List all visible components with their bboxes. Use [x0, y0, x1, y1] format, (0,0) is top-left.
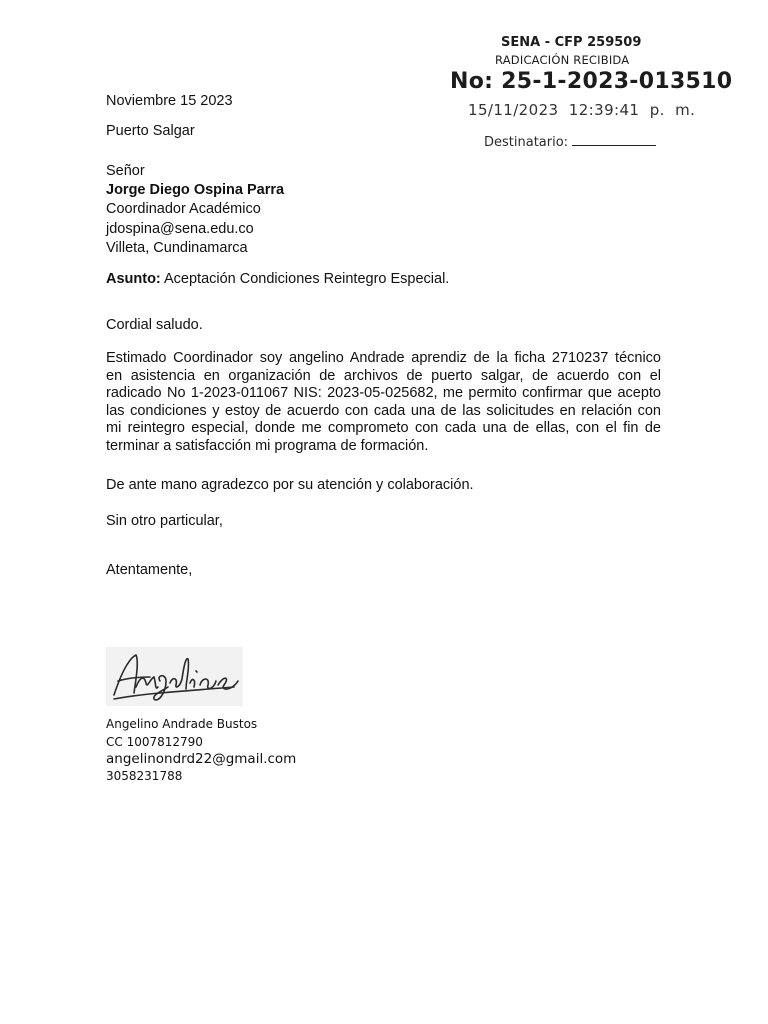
body-line: en asistencia en organización de archivos de puerto salgar, de acuerdo con el — [106, 367, 661, 384]
body-line: mi reintegro especial, donde me comprometo con cada una de ellas, con el fin de — [106, 420, 661, 436]
body-line: Estimado Coordinador soy angelino Andrade aprendiz de la ficha 2710237 técnico — [106, 350, 661, 366]
stamp-recipient — [484, 133, 656, 150]
thanks-line: De ante mano agradezco por su atención y colaboración. — [106, 477, 474, 493]
stamp-recipient-label: Destinatario: — [484, 135, 569, 150]
signature-scribble — [106, 647, 243, 706]
greeting: Cordial saludo. — [106, 317, 203, 333]
body-paragraph — [106, 350, 661, 455]
subject-text: Aceptación Condiciones Reintegro Especial. — [164, 271, 450, 287]
closing-line: Sin otro particular, — [106, 513, 223, 529]
recipient-email: jdospina@sena.edu.co — [106, 221, 254, 237]
stamp-datetime: 15/11/2023 12:39:41 p. m. — [468, 101, 696, 119]
subject-label: Asunto: — [106, 271, 161, 287]
valediction: Atentamente, — [106, 562, 193, 578]
sender-id: CC 1007812790 — [106, 735, 203, 749]
body-line: las condiciones y estoy de acuerdo con cada una de las solicitudes en relación con — [106, 402, 661, 419]
salutation-title: Señor — [106, 163, 145, 179]
stamp-number: No: 25-1-2023-013510 — [450, 69, 733, 94]
signature-image — [106, 647, 243, 706]
recipient-location: Villeta, Cundinamarca — [106, 240, 248, 256]
letter-date: Noviembre 15 2023 — [106, 93, 233, 109]
subject-line — [106, 270, 449, 288]
stamp-subtitle: RADICACIÓN RECIBIDA — [495, 53, 630, 67]
letter-city: Puerto Salgar — [106, 123, 195, 139]
stamp-title: SENA - CFP 259509 — [501, 35, 642, 50]
sender-name: Angelino Andrade Bustos — [106, 717, 258, 731]
stamp-recipient-blank-line — [572, 133, 656, 146]
recipient-name: Jorge Diego Ospina Parra — [106, 182, 285, 198]
body-line: terminar a satisfacción mi programa de formación. — [106, 437, 429, 454]
sender-email: angelinondrd22@gmail.com — [106, 751, 297, 767]
recipient-role: Coordinador Académico — [106, 201, 261, 217]
body-line: radicado No 1-2023-011067 NIS: 2023-05-025682, me permito confirmar que acepto — [106, 385, 661, 401]
sender-phone: 3058231788 — [106, 769, 183, 783]
